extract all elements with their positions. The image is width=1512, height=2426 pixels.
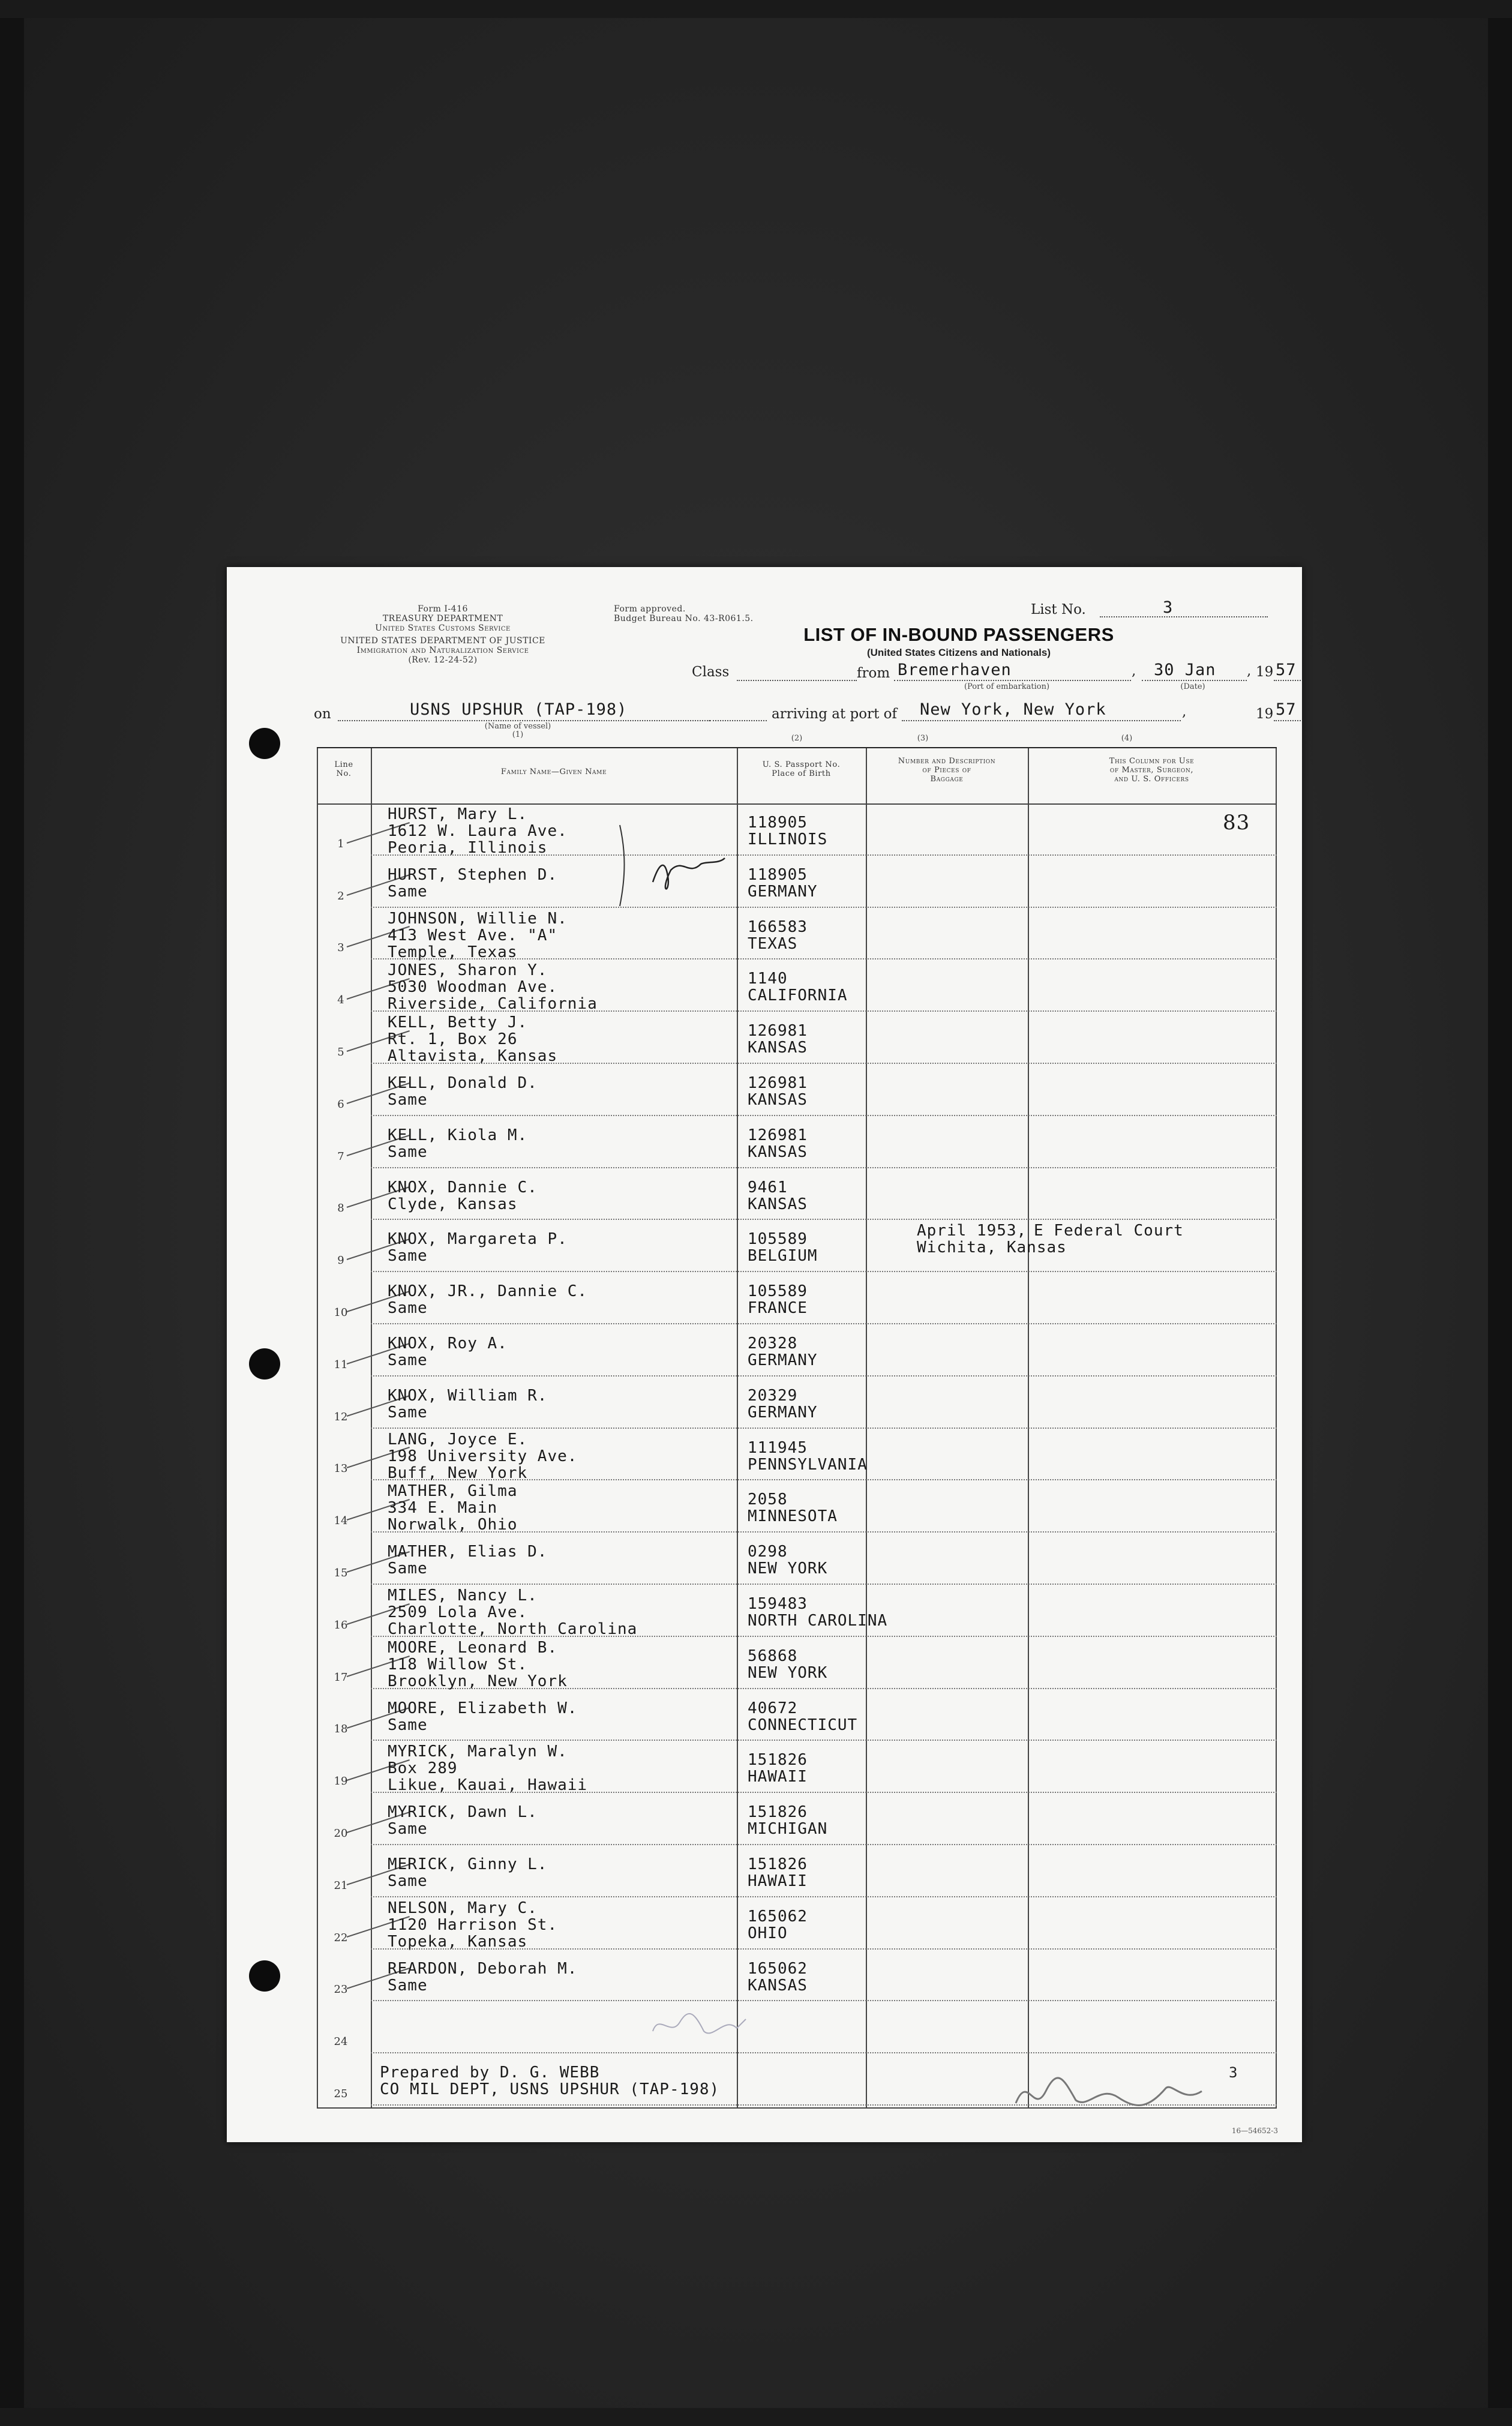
passport-birthplace: 166583 TEXAS: [748, 917, 808, 953]
comma-2: ,: [1247, 663, 1252, 679]
class-label: Class: [692, 664, 730, 680]
table-row: [317, 856, 1277, 908]
arrival-port-line: [902, 720, 1181, 721]
line-number: 1: [337, 837, 344, 850]
col-header-name: Family Name—Given Name: [500, 767, 607, 776]
comma-3: ,: [1182, 704, 1187, 719]
date-day: 30 Jan: [1154, 661, 1216, 679]
table-row: [317, 1845, 1277, 1897]
table-row: [317, 1533, 1277, 1585]
page-title: LIST OF IN-BOUND PASSENGERS: [803, 624, 1114, 645]
table-row: [317, 1480, 1277, 1533]
line-number: 22: [334, 1931, 348, 1944]
line-number: 10: [334, 1306, 348, 1319]
passenger-name: KELL, Kiola M. Same: [388, 1126, 528, 1161]
justice-dept: UNITED STATES DEPARTMENT OF JUSTICE: [340, 636, 545, 646]
from-label: from: [857, 665, 890, 681]
passenger-name: MOORE, Elizabeth W. Same: [388, 1699, 578, 1734]
line-number: 12: [334, 1410, 348, 1423]
passenger-name: LANG, Joyce E. 198 University Ave. Buff, New York: [388, 1430, 578, 1482]
manifest-page: [227, 567, 1302, 2142]
passenger-name: REARDON, Deborah M. Same: [388, 1959, 578, 1995]
passenger-name: MATHER, Gilma 334 E. Main Norwalk, Ohio: [388, 1482, 518, 1534]
table-row: [317, 1793, 1277, 1845]
form-code: 16—54652-3: [1231, 2127, 1278, 2135]
passenger-name: HURST, Mary L. 1612 W. Laura Ave. Peoria, Illinois: [388, 805, 568, 857]
signature-scrawl: [1010, 2067, 1214, 2121]
budget-approval: [614, 604, 770, 623]
comma-1: ,: [1132, 663, 1136, 679]
line-number: 18: [334, 1723, 348, 1736]
line-number: 8: [337, 1202, 344, 1215]
table-row: [317, 2001, 1277, 2053]
passport-birthplace: 151826 HAWAII: [748, 1855, 808, 1890]
line-number: 11: [334, 1358, 348, 1371]
punch-hole-top: [249, 728, 280, 759]
line-number: 7: [337, 1150, 344, 1163]
line-number: 24: [334, 2035, 348, 2049]
passenger-name: JONES, Sharon Y. 5030 Woodman Ave. Riverside, California: [388, 961, 598, 1013]
passport-birthplace: 126981 KANSAS: [748, 1022, 808, 1057]
col2-number: (2): [791, 734, 803, 743]
vessel-caption: (Name of vessel): [484, 722, 551, 731]
line-number: 23: [334, 1983, 348, 1996]
table-row: [317, 1012, 1277, 1064]
line-number: 9: [337, 1254, 344, 1267]
date-year-line: [1274, 680, 1301, 681]
table-row: [317, 1637, 1277, 1689]
passenger-name: KELL, Betty J. Rt. 1, Box 26 Altavista, Kansas: [388, 1013, 558, 1066]
arriving-label: arriving at port of: [772, 706, 897, 722]
table-row: [317, 803, 1277, 856]
table-row: [317, 1897, 1277, 1950]
bracket-initials: [617, 822, 737, 912]
passenger-name: KNOX, Dannie C. Clyde, Kansas: [388, 1178, 538, 1213]
passport-birthplace: 159483 NORTH CAROLINA: [748, 1595, 888, 1630]
justice-header: [311, 636, 575, 665]
form-approved: Form approved.: [614, 604, 686, 614]
line-number: 6: [337, 1097, 344, 1111]
table-row: [317, 1220, 1277, 1272]
officer-mark: 3: [1229, 2064, 1238, 2081]
line-number: 21: [334, 1879, 348, 1892]
passenger-name: MILES, Nancy L. 2509 Lola Ave. Charlotte, North Carolina: [388, 1587, 638, 1638]
passport-birthplace: 56868 NEW YORK: [748, 1647, 828, 1682]
line-number: 16: [334, 1618, 348, 1632]
passenger-name: MERICK, Ginny L. Same: [388, 1855, 548, 1890]
table-row: [317, 1324, 1277, 1377]
passport-birthplace: 165062 KANSAS: [748, 1959, 808, 1995]
line-number: 14: [334, 1515, 348, 1528]
line-number: 15: [334, 1566, 348, 1579]
film-edge-top: [0, 0, 1512, 18]
table-row: [317, 1689, 1277, 1741]
passport-birthplace: 111945 PENNSYLVANIA: [748, 1438, 868, 1474]
passenger-name: NELSON, Mary C. 1120 Harrison St. Topeka, Kansas: [388, 1899, 558, 1951]
date-line: [1142, 680, 1247, 681]
punch-hole-middle: [249, 1348, 280, 1380]
table-row: [317, 959, 1277, 1012]
date-year-prefix: 19: [1256, 664, 1274, 680]
ins-service: Immigration and Naturalization Service: [356, 646, 529, 655]
table-row: [317, 1377, 1277, 1429]
table-row: [317, 1064, 1277, 1116]
passenger-name: HURST, Stephen D. Same: [388, 865, 558, 901]
line-number: 13: [334, 1462, 348, 1476]
officers-note: 83: [1223, 811, 1250, 835]
table-row: [317, 1585, 1277, 1637]
arrival-year-prefix: 19: [1256, 706, 1274, 722]
list-no-value: 3: [1163, 598, 1174, 617]
passport-birthplace: 105589 BELGIUM: [748, 1230, 818, 1266]
on-label: on: [314, 706, 331, 722]
passport-birthplace: 1140 CALIFORNIA: [748, 970, 848, 1005]
passport-birthplace: 118905 ILLINOIS: [748, 814, 828, 848]
date-year: 57: [1276, 661, 1297, 679]
col3-number: (3): [917, 734, 929, 743]
form-number: Form I-416: [418, 604, 468, 614]
port-embarkation: Bremerhaven: [898, 661, 1012, 679]
passenger-name: KELL, Donald D. Same: [388, 1074, 538, 1109]
port-embarkation-line: [894, 680, 1131, 681]
passenger-name: MATHER, Elias D. Same: [388, 1543, 548, 1578]
vessel-line-tail: [710, 720, 767, 721]
passport-birthplace: 151826 HAWAII: [748, 1751, 808, 1786]
line-number: 20: [334, 1827, 348, 1840]
passenger-name: KNOX, JR., Dannie C. Same: [388, 1282, 588, 1318]
budget-bureau-no: Budget Bureau No. 43-R061.5.: [614, 614, 754, 623]
col-header-baggage: Number and Description of Pieces of Baggage: [898, 757, 996, 784]
port-embarkation-caption: (Port of embarkation): [964, 682, 1050, 691]
passport-birthplace: 126981 KANSAS: [748, 1074, 808, 1109]
film-edge-bottom: [0, 2408, 1512, 2426]
class-line: [737, 680, 857, 681]
table-row: [317, 908, 1277, 960]
officers-note: E Federal Court: [1034, 1222, 1184, 1240]
col4-number: (4): [1121, 734, 1133, 743]
arrival-year-line: [1274, 720, 1301, 721]
passport-birthplace: 20329 GERMANY: [748, 1386, 818, 1422]
passenger-name: MOORE, Leonard B. 118 Willow St. Brooklyn, New York: [388, 1638, 568, 1690]
col-header-officers: This Column for Use of Master, Surgeon, and U. S. Officers: [1109, 757, 1195, 784]
passenger-name: KNOX, Roy A. Same: [388, 1335, 508, 1369]
table-row: [317, 1741, 1277, 1793]
baggage-description: April 1953, Wichita, Kansas: [917, 1222, 1067, 1257]
line-number: 4: [337, 994, 344, 1007]
col-header-line-no: Line No.: [334, 760, 353, 778]
col-header-passport: U. S. Passport No. Place of Birth: [762, 760, 841, 778]
line-number: 19: [334, 1775, 348, 1788]
table-row: [317, 1429, 1277, 1481]
prepared-by: Prepared by D. G. WEBB CO MIL DEPT, USNS UPSHUR (TAP-198): [380, 2064, 720, 2099]
passport-birthplace: 9461 KANSAS: [748, 1178, 808, 1213]
line-number: 2: [337, 889, 344, 902]
form-revision: (Rev. 12-24-52): [408, 655, 478, 665]
agency-header: [311, 604, 575, 633]
customs-service: United States Customs Service: [375, 623, 511, 633]
line-number: 17: [334, 1671, 348, 1684]
arrival-port: New York, New York: [920, 700, 1106, 719]
date-caption: (Date): [1180, 682, 1205, 691]
punch-hole-bottom: [249, 1960, 280, 1992]
passport-birthplace: 165062 OHIO: [748, 1907, 808, 1942]
passport-birthplace: 0298 NEW YORK: [748, 1543, 828, 1578]
vessel-col-num: (1): [512, 730, 524, 739]
passenger-name: MYRICK, Dawn L. Same: [388, 1803, 538, 1839]
line-number: 25: [334, 2087, 348, 2100]
list-no-line: [1100, 616, 1268, 617]
table-row: [317, 1116, 1277, 1168]
passport-birthplace: 151826 MICHIGAN: [748, 1803, 828, 1839]
passport-birthplace: 2058 MINNESOTA: [748, 1491, 838, 1526]
passenger-table: [317, 747, 1277, 2109]
line-number: 5: [337, 1045, 344, 1058]
passenger-name: KNOX, William R. Same: [388, 1386, 548, 1422]
list-no-label: List No.: [1031, 602, 1086, 617]
faint-handwriting: [647, 2007, 755, 2043]
vessel-name: USNS UPSHUR (TAP-198): [410, 700, 628, 719]
vessel-line: [338, 720, 710, 721]
table-row: [317, 1168, 1277, 1221]
table-row: [317, 1272, 1277, 1324]
line-number: 3: [337, 941, 344, 955]
passport-birthplace: 105589 FRANCE: [748, 1282, 808, 1318]
passport-birthplace: 118905 GERMANY: [748, 865, 818, 901]
arrival-year: 57: [1276, 700, 1297, 719]
passenger-name: JOHNSON, Willie N. 413 West Ave. "A" Temple, Texas: [388, 909, 568, 961]
table-row: [317, 1950, 1277, 2002]
film-edge-right: [1488, 0, 1512, 2426]
passport-birthplace: 126981 KANSAS: [748, 1126, 808, 1161]
passenger-name: KNOX, Margareta P. Same: [388, 1230, 568, 1266]
treasury-dept: TREASURY DEPARTMENT: [382, 614, 503, 623]
passenger-name: MYRICK, Maralyn W. Box 289 Likue, Kauai, Hawaii: [388, 1743, 588, 1795]
film-edge-left: [0, 0, 24, 2426]
passport-birthplace: 40672 CONNECTICUT: [748, 1699, 858, 1734]
page-subtitle: (United States Citizens and Nationals): [866, 647, 1051, 658]
passport-birthplace: 20328 GERMANY: [748, 1335, 818, 1369]
